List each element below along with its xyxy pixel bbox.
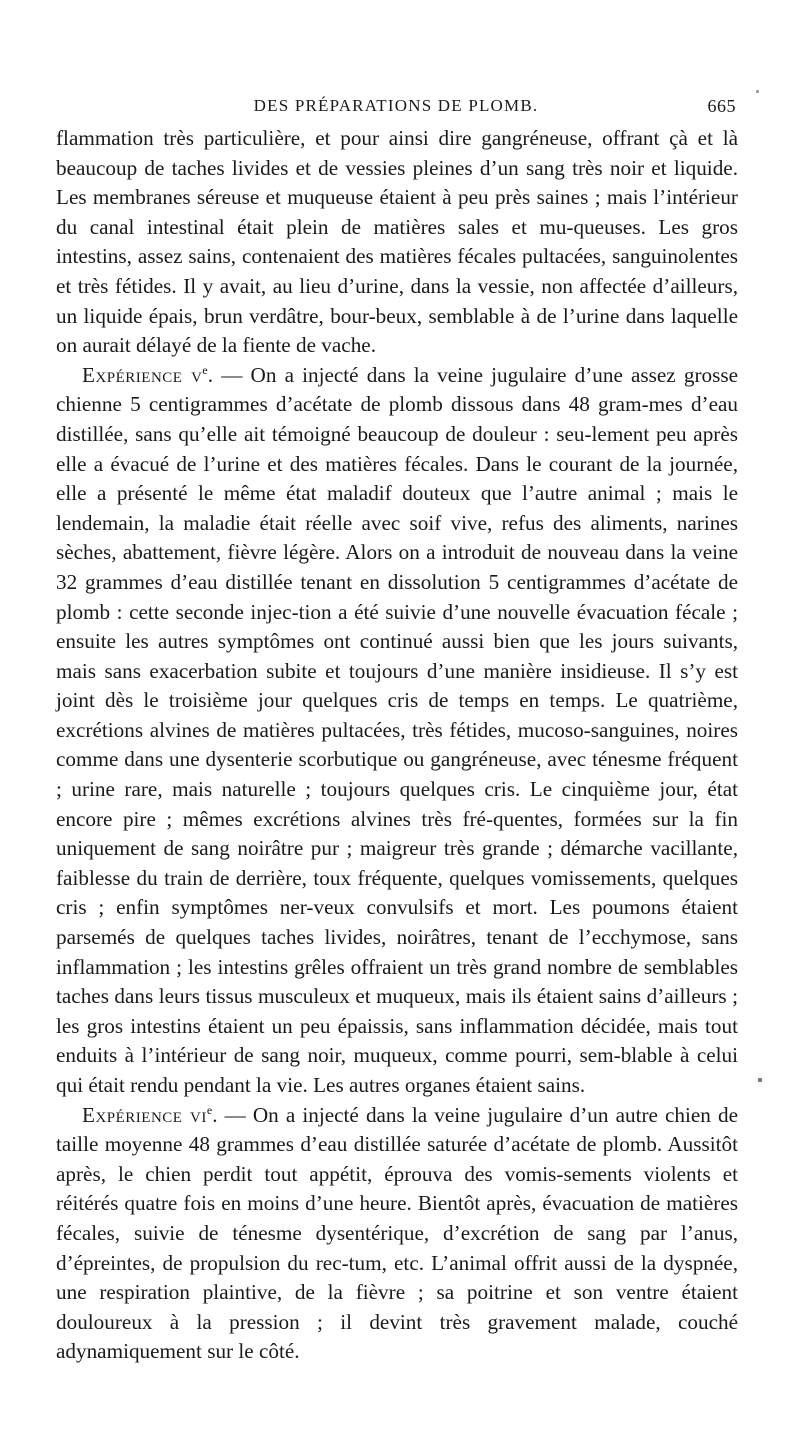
running-header	[56, 96, 736, 120]
experiment-label-superscript: e	[202, 362, 208, 377]
experiment-label-superscript: e	[206, 1102, 213, 1117]
paragraph-experience-6	[56, 1101, 738, 1367]
print-speck	[756, 90, 759, 93]
print-speck	[758, 1078, 762, 1082]
body-text	[56, 124, 738, 1367]
paragraph-continuation: flammation très particulière, et pour ainsi dire gangréneuse, offrant çà et là beaucoup de taches livides et de vessies pleines d’un sang très noir et liquide. Les membranes séreuse et muqueuse étaient à peu près saines ; mais l’intérieur du canal intestinal était plein de matières sales et mu-queuses. Les gros intestins, assez sains, contenaient des matières fécales pultacées, sanguinolentes et très fétides. Il y avait, au lieu d’urine, dans la vessie, non affectée d’ailleurs, un liquide épais, brun verdâtre, bour-beux, semblable à de l’urine dans laquelle on aurait délayé de la fiente de vache.	[56, 126, 738, 358]
paragraph-text: . — On a injecté dans la veine jugulaire d’un autre chien de taille moyenne 48 grammes d’eau distillée saturée d’acétate de plomb. Aussitôt après, le chien perdit tout appétit, éprouva des vomis-sements violents et réitérés quatre fois en moins d’une heure. Bientôt après, évacuation de matières fécales, suivie de ténesme dysentérique, d’excrétion de sang par l’anus, d’épreintes, de propulsion du rec-tum, etc. L’animal offrit aussi de la dyspnée, une respiration plaintive, de la fièvre ; sa poitrine et son ventre étaient douloureux à la pression ; il devint très gravement malade, couché adynamiquement sur le côté.	[56, 1102, 738, 1364]
paragraph-experience-5	[56, 361, 738, 1101]
experiment-label: Expérience vi	[82, 1102, 207, 1127]
experiment-label: Expérience v	[82, 362, 203, 387]
page-number: 665	[707, 96, 736, 116]
running-title: DES PRÉPARATIONS DE PLOMB.	[253, 96, 539, 115]
paragraph-text: . — On a injecté dans la veine jugulaire d’une assez grosse chienne 5 centigrammes d’acétate de plomb dissous dans 48 gram-mes d’eau distillée, sans qu’elle ait témoigné beaucoup de douleur : seu-lement peu après elle a évacué de l’urine et des matières fécales. Dans le courant de la journée, elle a présenté le même état maladif douteux que l’autre animal ; mais le lendemain, la maladie était réelle avec soif vive, refus des aliments, narines sèches, abattement, fièvre légère. Alors on a introduit de nouveau dans la veine 32 grammes d’eau distillée tenant en dissolution 5 centigrammes d’acétate de plomb : cette seconde injec-tion a été suivie d’une nouvelle évacuation fécale ; ensuite les autres symptômes ont continué aussi bien que les jours suivants, mais sans exacerbation subite et toujours d’une manière insidieuse. Il s’y est joint dès le troisième jour quelques cris de temps en temps. Le quatrième, excrétions alvines de matières pultacées, très fétides, mucoso-sanguines, noires comme dans une dysenterie scorbutique ou gangréneuse, avec ténesme fréquent ; urine rare, mais naturelle ; toujours quelques cris. Le cinquième jour, état encore pire ; mêmes excrétions alvines très fré-quentes, formées sur la fin uniquement de sang noirâtre pur ; maigreur très grande ; démarche vacillante, faiblesse du train de derrière, toux fréquente, quelques vomissements, quelques cris ; enfin symptômes ner-veux convulsifs et mort. Les poumons étaient parsemés de quelques taches livides, noirâtres, tenant de l’ecchymose, sans inflammation ; les intestins grêles offraient un très grand nombre de semblables taches dans leurs tissus musculeux et muqueux, mais ils étaient sains d’ailleurs ; les gros intestins étaient un peu épaissis, sans inflammation décidée, mais tout enduits à l’intérieur de sang noir, muqueux, comme pourri, sem-blable à celui qui était rendu pendant la vie. Les autres organes étaient sains.	[56, 362, 738, 1097]
